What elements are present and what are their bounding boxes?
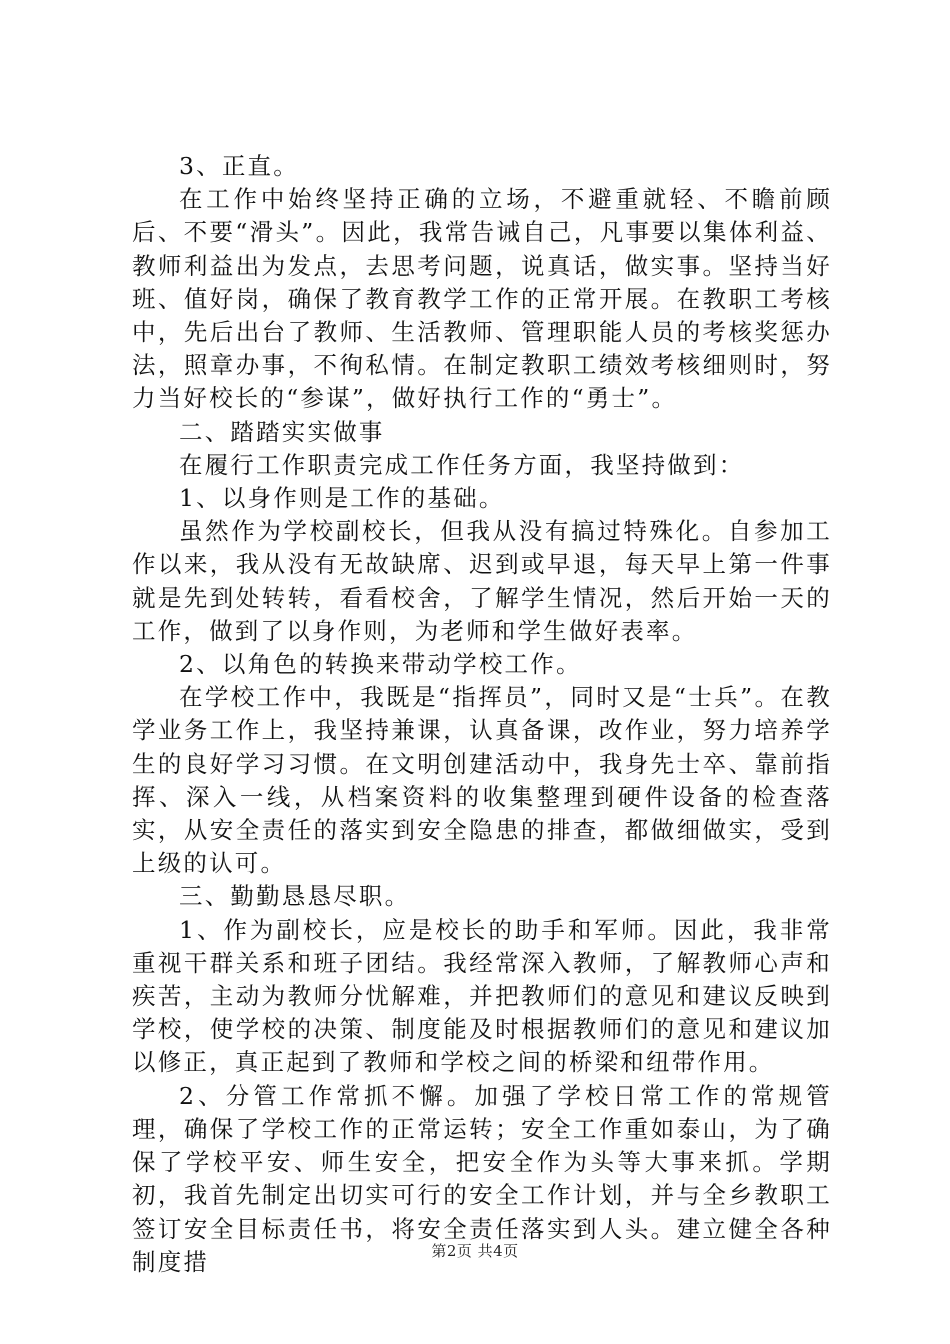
paragraph: 在学校工作中，我既是“指挥员”，同时又是“士兵”。在教学业务工作上，我坚持兼课，认真备课，改作业，努力培养学生的良好学习习惯。在文明创建活动中，我身先士卒、靠前指挥、深入一线，从档案资料的收集整理到硬件设备的检查落实，从安全责任的落实到安全隐患的排查，都做细做实，受到上级的认可。 — [132, 683, 832, 878]
paragraph-heading-integrity: 3、正直。 — [179, 152, 299, 180]
paragraph: 在履行工作职责完成工作任务方面，我坚持做到： — [179, 450, 745, 479]
section-heading: 三、勤勤恳恳尽职。 — [179, 882, 411, 911]
document-body — [132, 150, 832, 1279]
page-footer: 第2页 共4页 — [431, 1242, 519, 1260]
paragraph: 虽然作为学校副校长，但我从没有搞过特殊化。自参加工作以来，我从没有无故缺席、迟到或早退，每天早上第一件事就是先到处转转，看看校舍，了解学生情况，然后开始一天的工作，做到了以身作则，为老师和学生做好表率。 — [132, 517, 832, 645]
paragraph: 2、分管工作常抓不懈。加强了学校日常工作的常规管理，确保了学校工作的正常运转；安全工作重如泰山，为了确保了学校平安、师生安全，把安全作为头等大事来抓。学期初，我首先制定出切实可行的安全工作计划，并与全乡教职工签订安全目标责任书，将安全责任落实到人头。建立健全各种制度措 — [132, 1081, 832, 1276]
paragraph-heading: 1、以身作则是工作的基础。 — [179, 484, 505, 513]
paragraph: 在工作中始终坚持正确的立场，不避重就轻、不瞻前顾后、不要“滑头”。因此，我常告诫自己，凡事要以集体利益、教师利益出为发点，去思考问题，说真话，做实事。坚持当好班、值好岗，确保了教育教学工作的正常开展。在教职工考核中，先后出台了教师、生活教师、管理职能人员的考核奖惩办法，照章办事，不徇私情。在制定教职工绩效考核细则时，努力当好校长的“参谋”，做好执行工作的“勇士”。 — [132, 185, 832, 413]
section-heading: 二、踏踏实实做事 — [179, 417, 385, 446]
paragraph-heading: 2、以角色的转换来带动学校工作。 — [179, 650, 582, 679]
paragraph: 1、作为副校长，应是校长的助手和军师。因此，我非常重视干群关系和班子团结。我经常深入教师，了解教师心声和疾苦，主动为教师分忧解难，并把教师们的意见和建议反映到学校，使学校的决策、制度能及时根据教师们的意见和建议加以修正，真正起到了教师和学校之间的桥梁和纽带作用。 — [132, 915, 832, 1077]
